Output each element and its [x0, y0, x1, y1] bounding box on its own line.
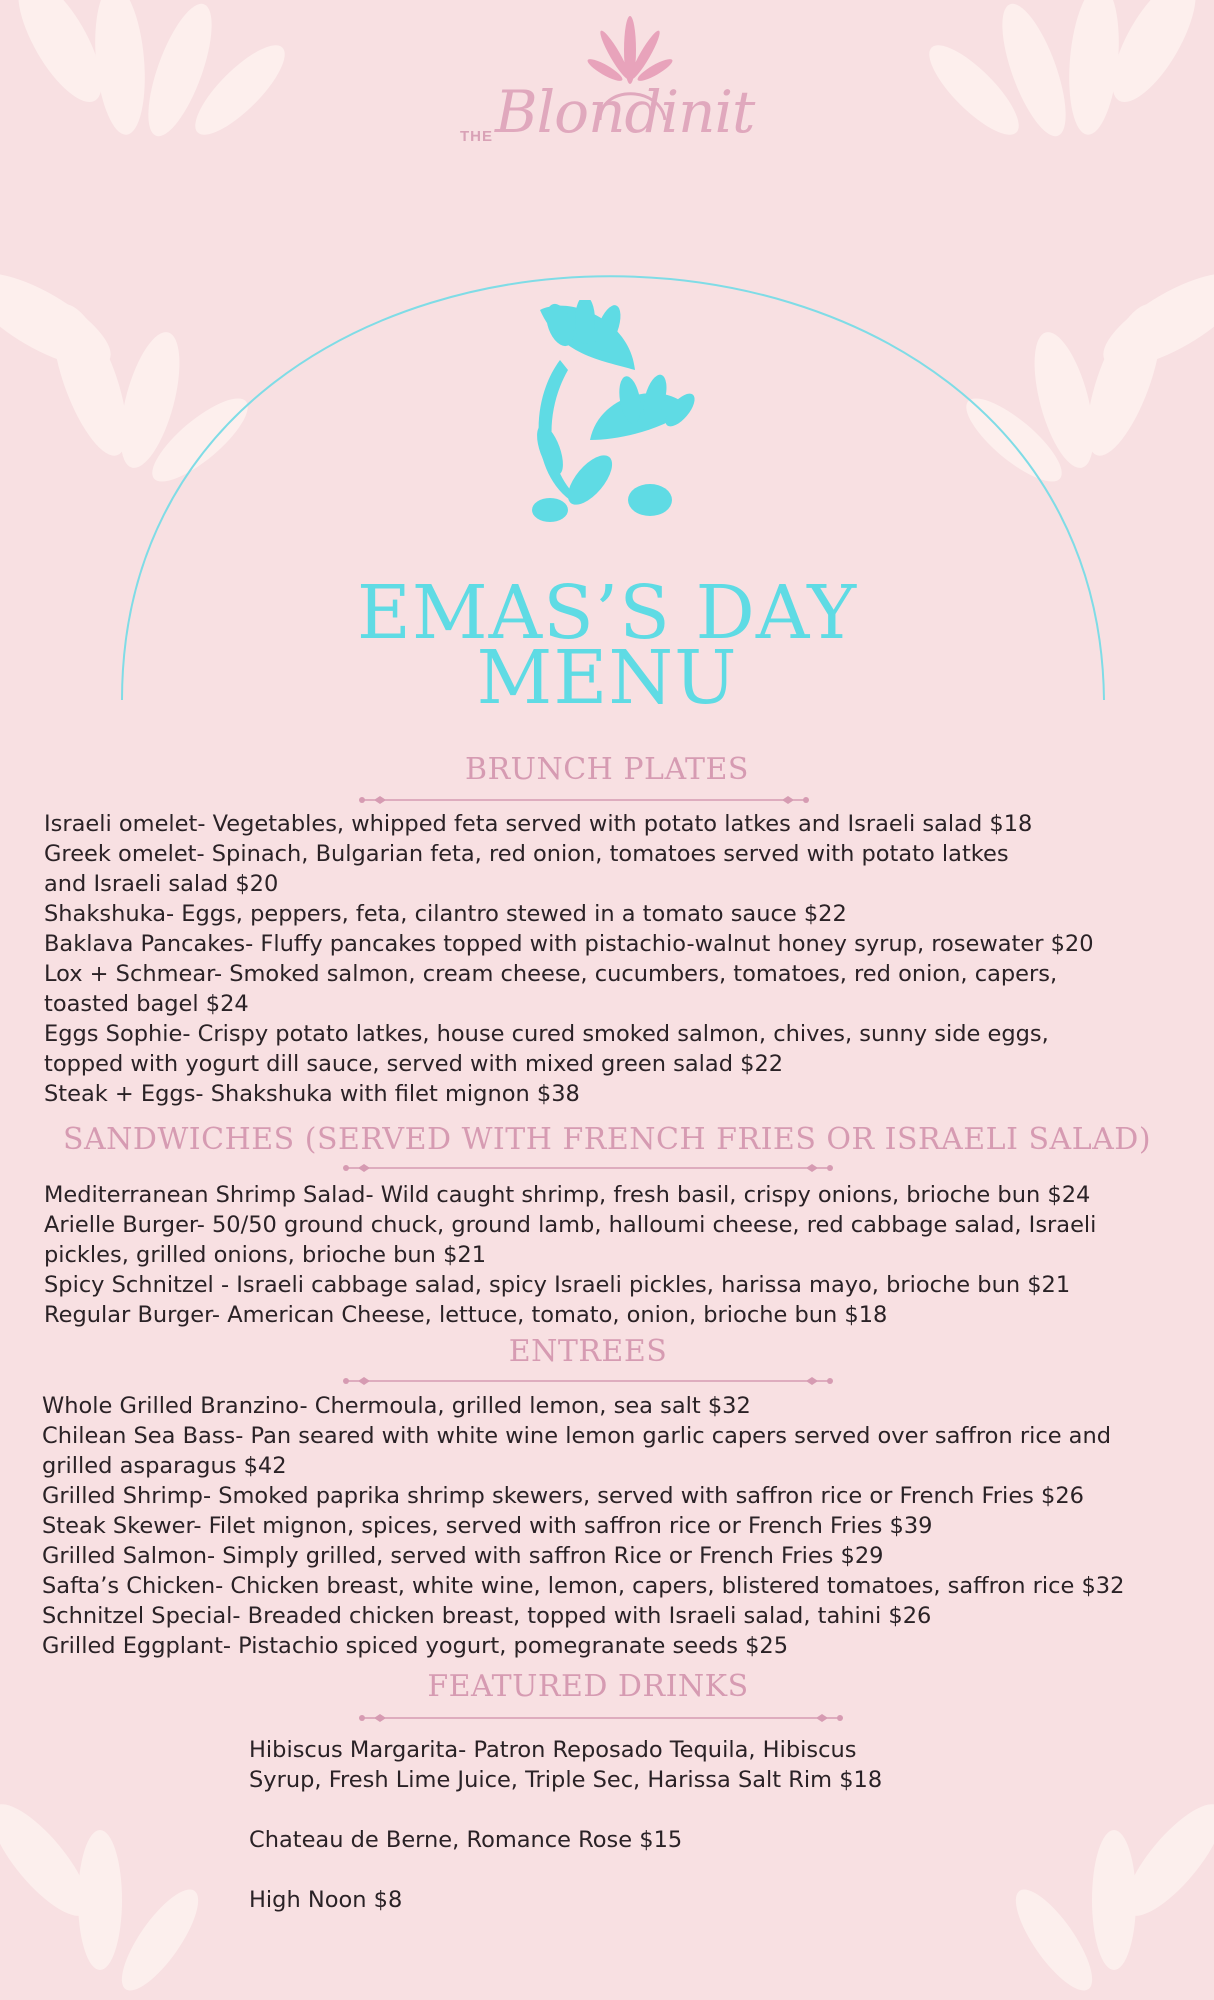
menu-item: Eggs Sophie- Crispy potato latkes, house cured smoked salmon, chives, sunny side eggs, topped with yogurt dill sauce, served with mixed green salad $22	[44, 1021, 1049, 1077]
menu-item: Israeli omelet- Vegetables, whipped feta served with potato latkes and Israeli salad $18	[44, 811, 1033, 837]
menu-item: Baklava Pancakes- Fluffy pancakes topped with pistachio-walnut honey syrup, rosewater $20	[44, 931, 1094, 957]
section-title-entrees: ENTREES	[508, 1334, 668, 1369]
menu-item: Grilled Shrimp- Smoked paprika shrimp skewers, served with saffron rice or French Fries $26	[42, 1483, 1084, 1509]
menu-item: Safta’s Chicken- Chicken breast, white wine, lemon, capers, blistered tomatoes, saffron rice $32	[42, 1573, 1125, 1599]
section-title-brunch: BRUNCH PLATES	[465, 752, 749, 787]
frond-decoration-bottom-left	[0, 1740, 220, 2000]
section-title-drinks: FEATURED DRINKS	[427, 1669, 749, 1704]
menu-item: Chilean Sea Bass- Pan seared with white wine lemon garlic capers served over saffron rice and grilled asparagus $42	[42, 1423, 1112, 1479]
brunch-items	[44, 809, 1204, 1109]
menu-item: Mediterranean Shrimp Salad- Wild caught shrimp, fresh basil, crispy onions, brioche bun $24	[44, 1182, 1091, 1208]
drink-items	[249, 1735, 969, 1945]
menu-item: Grilled Eggplant- Pistachio spiced yogurt, pomegranate seeds $25	[42, 1633, 789, 1659]
menu-item: Lox + Schmear- Smoked salmon, cream cheese, cucumbers, tomatoes, red onion, capers, toasted bagel $24	[44, 961, 1058, 1017]
drink-item: High Noon $8	[249, 1887, 403, 1913]
flower-illustration-icon	[530, 300, 700, 530]
logo-the-text: THE	[460, 128, 493, 145]
divider-drinks	[356, 1713, 846, 1723]
brand-logo	[440, 10, 780, 200]
menu-item: Greek omelet- Spinach, Bulgarian feta, red onion, tomatoes served with potato latkes and Israeli salad $20	[44, 841, 1009, 897]
menu-title-line-2: MENU	[476, 635, 738, 721]
menu-item: Spicy Schnitzel - Israeli cabbage salad, spicy Israeli pickles, harissa mayo, brioche bun $21	[44, 1272, 1071, 1298]
menu-title-line-1: EMAS’S DAY	[356, 570, 858, 656]
divider-brunch	[356, 795, 812, 805]
sandwich-items	[44, 1180, 1204, 1330]
menu-item: Shakshuka- Eggs, peppers, feta, cilantro stewed in a tomato sauce $22	[44, 901, 847, 927]
divider-sandwiches	[340, 1163, 836, 1173]
menu-item: Steak + Eggs- Shakshuka with filet mignon $38	[44, 1081, 580, 1107]
drink-item: Chateau de Berne, Romance Rose $15	[249, 1827, 683, 1853]
frond-decoration-bottom-right	[994, 1740, 1214, 2000]
menu-item: Schnitzel Special- Breaded chicken breast, topped with Israeli salad, tahini $26	[42, 1603, 932, 1629]
logo-script-text: Blondinit	[495, 78, 755, 146]
section-title-sandwiches: SANDWICHES (SERVED WITH FRENCH FRIES OR ISRAELI SALAD)	[62, 1122, 1152, 1157]
menu-item: Arielle Burger- 50/50 ground chuck, ground lamb, halloumi cheese, red cabbage salad, Israeli pickles, grilled onions, brioche bun $21	[44, 1212, 1097, 1268]
divider-entrees	[340, 1376, 836, 1386]
menu-item: Grilled Salmon- Simply grilled, served with saffron Rice or French Fries $29	[42, 1543, 884, 1569]
entree-items	[42, 1391, 1208, 1661]
menu-item: Whole Grilled Branzino- Chermoula, grilled lemon, sea salt $32	[42, 1393, 751, 1419]
drink-item: Hibiscus Margarita- Patron Reposado Tequila, Hibiscus Syrup, Fresh Lime Juice, Triple Sec, Harissa Salt Rim $18	[249, 1737, 883, 1793]
menu-item: Regular Burger- American Cheese, lettuce, tomato, onion, brioche bun $18	[44, 1302, 888, 1328]
menu-item: Steak Skewer- Filet mignon, spices, served with saffron rice or French Fries $39	[42, 1513, 933, 1539]
